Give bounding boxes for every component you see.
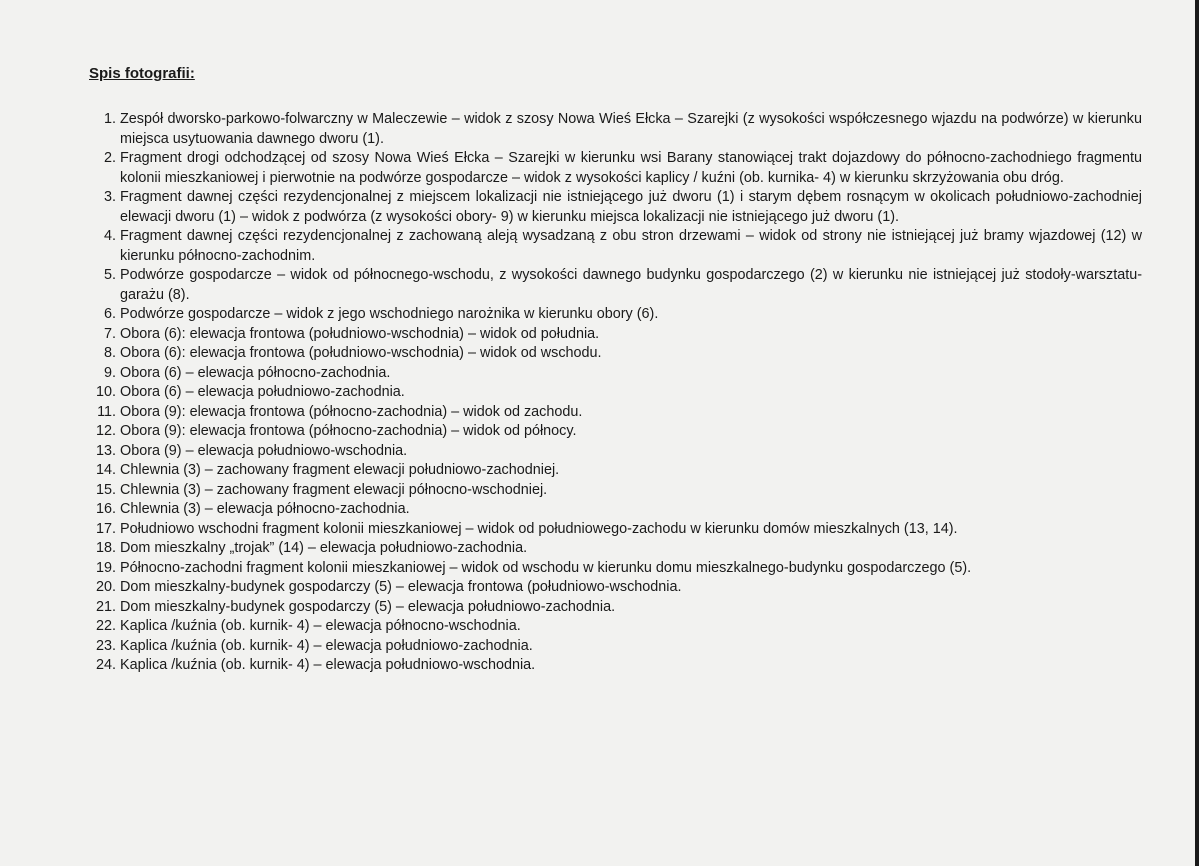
list-item [82, 188, 1142, 227]
item-number: 23. [95, 637, 116, 654]
item-number: 22. [95, 618, 116, 634]
item-text: Obora (6) – elewacja południowo-zachodnia. [120, 384, 405, 400]
item-number: 2. [103, 150, 116, 166]
page-title: Spis fotografii: [89, 65, 195, 82]
item-number: 16. [95, 501, 116, 517]
list-item [82, 539, 1142, 559]
list-item [82, 266, 1142, 305]
item-text: Obora (6) – elewacja północno-zachodnia. [120, 364, 391, 381]
item-text: Chlewnia (3) – zachowany fragment elewacji południowo-zachodniej. [120, 462, 560, 478]
item-number: 11. [97, 403, 116, 420]
item-number: 17. [95, 520, 116, 537]
item-text: Dom mieszkalny-budynek gospodarczy (5) – elewacja frontowa (południowo-wschodnia. [120, 579, 682, 595]
list-item [82, 598, 1142, 618]
item-number: 9. [103, 364, 116, 381]
item-text: Kaplica /kuźnia (ob. kurnik- 4) – elewacja południowo-zachodnia. [120, 637, 533, 654]
list-item [82, 305, 1142, 325]
item-number: 1. [103, 111, 116, 127]
item-number: 7. [103, 325, 116, 342]
item-text: Podwórze gospodarcze – widok od północnego-wschodu, z wysokości dawnego budynku gospodarczego (2) w kierunku nie istniejącej już stodoły-warsztatu-garażu (8). [120, 267, 1142, 303]
list-item [82, 227, 1142, 266]
item-number: 24. [95, 657, 116, 673]
list-item [82, 422, 1142, 442]
item-text: Fragment drogi odchodzącej od szosy Nowa Wieś Ełcka – Szarejki w kierunku wsi Barany stanowiącej trakt dojazdowy do północno-zachodniego fragmentu kolonii mieszkaniowej i pierwotnie na podwórze gospodarcze – widok z wysokości kaplicy / kuźni (ob. kurnika- 4) w kierunku skrzyżowania obu dróg. [120, 150, 1142, 186]
list-item [82, 403, 1142, 423]
list-item [82, 344, 1142, 364]
item-text: Dom mieszkalny „trojak” (14) – elewacja południowo-zachodnia. [120, 540, 528, 556]
item-text: Obora (9): elewacja frontowa (północno-zachodnia) – widok od zachodu. [120, 403, 583, 420]
list-item [82, 461, 1142, 481]
item-number: 21. [95, 598, 116, 615]
item-text: Kaplica /kuźnia (ob. kurnik- 4) – elewacja południowo-wschodnia. [120, 657, 536, 673]
item-number: 5. [103, 267, 116, 283]
item-text: Chlewnia (3) – elewacja północno-zachodnia. [120, 501, 410, 517]
list-item [82, 364, 1142, 384]
item-text: Południowo wschodni fragment kolonii mieszkaniowej – widok od południowego-zachodu w kierunku domów mieszkalnych (13, 14). [120, 520, 958, 537]
list-item [82, 481, 1142, 501]
item-text: Podwórze gospodarcze – widok z jego wschodniego narożnika w kierunku obory (6). [120, 306, 659, 322]
list-item [82, 617, 1142, 637]
list-item [82, 500, 1142, 520]
list-item [82, 578, 1142, 598]
scan-edge [1195, 0, 1199, 866]
item-number: 12. [95, 423, 116, 439]
item-text: Fragment dawnej części rezydencjonalnej z zachowaną aleją wysadzaną z obu stron drzewami – widok od strony nie istniejącej już bramy wjazdowej (12) w kierunku północno-zachodnim. [120, 228, 1142, 264]
item-number: 20. [95, 579, 116, 595]
list-item [82, 656, 1142, 676]
item-number: 10. [95, 384, 116, 400]
list-item [82, 637, 1142, 657]
item-number: 8. [103, 345, 116, 361]
item-text: Obora (6): elewacja frontowa (południowo-wschodnia) – widok od południa. [120, 325, 600, 342]
item-text: Chlewnia (3) – zachowany fragment elewacji północno-wschodniej. [120, 481, 548, 498]
item-text: Obora (9) – elewacja południowo-wschodnia. [120, 442, 408, 459]
item-text: Północno-zachodni fragment kolonii mieszkaniowej – widok od wschodu w kierunku domu mieszkalnego-budynku gospodarczego (5). [120, 559, 972, 576]
list-item [82, 383, 1142, 403]
item-number: 18. [95, 540, 116, 556]
item-number: 14. [95, 462, 116, 478]
item-number: 13. [95, 442, 116, 459]
list-item [82, 149, 1142, 188]
item-text: Kaplica /kuźnia (ob. kurnik- 4) – elewacja północno-wschodnia. [120, 618, 521, 634]
list-item [82, 325, 1142, 345]
item-text: Obora (9): elewacja frontowa (północno-zachodnia) – widok od północy. [120, 423, 577, 439]
list-item [82, 110, 1142, 149]
item-text: Obora (6): elewacja frontowa (południowo-wschodnia) – widok od wschodu. [120, 345, 602, 361]
item-text: Zespół dworsko-parkowo-folwarczny w Maleczewie – widok z szosy Nowa Wieś Ełcka – Szarejki (z wysokości współczesnego wjazdu na podwórze) w kierunku miejsca usytuowania dawnego dworu (1). [120, 111, 1142, 147]
item-number: 15. [95, 481, 116, 498]
item-text: Dom mieszkalny-budynek gospodarczy (5) – elewacja południowo-zachodnia. [120, 598, 616, 615]
item-text: Fragment dawnej części rezydencjonalnej z miejscem lokalizacji nie istniejącego już dworu (1) i starym dębem rosnącym w okolicach południowo-zachodniej elewacji dworu (1) – widok z podwórza (z wysokości obory- 9) w kierunku miejsca lokalizacji nie istniejącego już dworu (1). [120, 189, 1142, 225]
item-number: 6. [103, 306, 116, 322]
list-item [82, 559, 1142, 579]
item-number: 3. [103, 189, 116, 205]
item-number: 19. [95, 559, 116, 576]
photo-list [82, 110, 1142, 676]
list-item [82, 520, 1142, 540]
list-item [82, 442, 1142, 462]
item-number: 4. [103, 228, 116, 244]
